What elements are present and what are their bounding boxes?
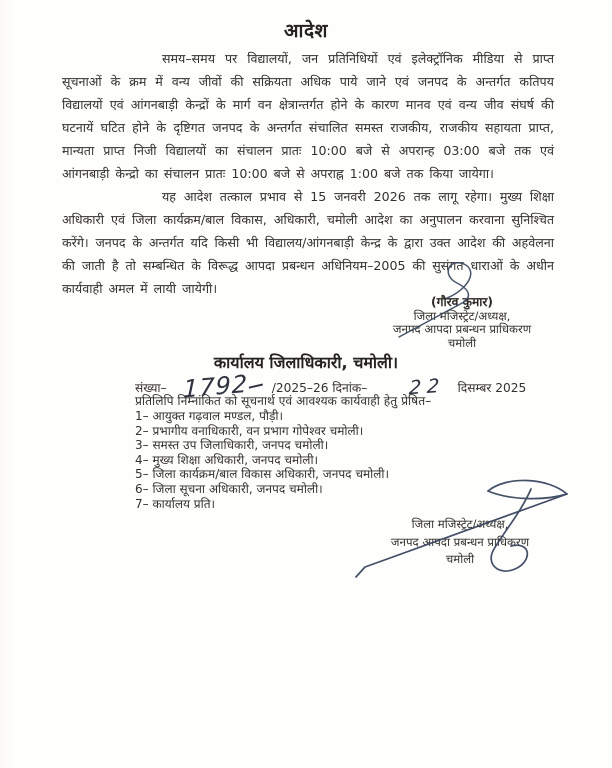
recipient-item: 5– जिला कार्यक्रम/बाल विकास अधिकारी, जनपद चमोली। — [135, 467, 390, 482]
ref-date-suffix: दिसम्बर 2025 — [457, 381, 527, 395]
signatory-authority: जनपद आपदा प्रबन्धन प्राधिकरण — [392, 322, 532, 337]
order-paragraph-1: समय–समय पर विद्यालयों, जन प्रतिनिधियों एवं इलेक्ट्रॉनिक मीडिया से प्राप्त सूचनाओं के क्रम में वन्य जीवों की सक्रियता अधिक पाये जाने एवं जनपद के अन्तर्गत कतिपय विद्यालयों एवं आंगनबाड़ी केन्द्रों के मार्ग वन क्षेत्रान्तर्गत होने के कारण मानव एवं वन्य जीव संघर्ष की घटनायें घटित होने के दृष्टिगत जनपद के अन्तर्गत संचालित समस्त राजकीय, राजकीय सहायता प्राप्त, मान्यता प्राप्त निजी विद्यालयों का संचालन प्रातः 10:00 बजे से अपरान्ह 03:00 बजे तक एवं आंगनबाड़ी केन्द्रो का संचालन प्रातः 10:00 बजे से अपराह्न 1:00 बजे तक किया जायेगा। — [62, 51, 554, 181]
order-body — [62, 47, 554, 300]
ref-date-label: दिनांक– — [332, 381, 368, 395]
recipient-item: 7– कार्यालय प्रति। — [135, 496, 216, 511]
order-title: आदेश — [284, 20, 328, 42]
copy-distribution-line: प्रतिलिपि निम्नांकित को सूचनार्थ एवं आवश्यक कार्यवाही हेतु प्रेषित– — [135, 394, 432, 408]
signatory-designation: जिला मजिस्ट्रेट/अध्यक्ष, — [411, 517, 509, 531]
signatory-designation: जिला मजिस्ट्रेट/अध्यक्ष, — [413, 308, 511, 323]
ref-number-suffix: /2025–26 — [271, 381, 329, 395]
signature-block-second — [350, 516, 570, 569]
order-paragraph-2: यह आदेश तत्काल प्रभाव से 15 जनवरी 2026 तक लागू रहेगा। मुख्य शिक्षा अधिकारी एवं जिला कार्यक्रम/बाल विकास, अधिकारी, चमोली आदेश का अनुपालन करवाना सुनिश्चित करेंगे। जनपद के अन्तर्गत यदि किसी भी विद्यालय/आंगनबाड़ी केन्द्र के द्वारा उक्त आदेश की अहवेलना की जाती है तो सम्बन्धित के विरूद्ध आपदा प्रबन्धन अधिनियम–2005 की सुसंगत धाराओं के अधीन कार्यवाही अमल में लायी जायेगी। — [62, 189, 554, 296]
recipient-item: 4– मुख्य शिक्षा अधिकारी, जनपद चमोली। — [135, 452, 319, 467]
recipient-item: 3– समस्त उप जिलाधिकारी, जनपद चमोली। — [135, 438, 329, 453]
recipient-item: 2– प्रभागीय वनाधिकारी, वन प्रभाग गोपेश्वर चमोली। — [135, 423, 364, 438]
signatory-place: चमोली — [445, 552, 475, 566]
recipient-item: 6– जिला सूचना अधिकारी, जनपद चमोली। — [135, 481, 323, 496]
ref-number-label: संख्या– — [135, 381, 167, 395]
signatory-name: (गौरव कुमार) — [431, 295, 493, 309]
handwritten-ref-date: 22 — [408, 374, 447, 400]
recipients-list — [135, 409, 535, 511]
signature-block-first — [358, 296, 566, 350]
signatory-place: चमोली — [447, 335, 477, 350]
office-heading: कार्यालय जिलाधिकारी, चमोली। — [213, 353, 399, 372]
handwritten-ref-number: 1792 — [183, 368, 262, 403]
recipient-item: 1– आयुक्त गढ़वाल मण्डल, पौड़ी। — [135, 409, 284, 423]
signatory-authority: जनपद आपदा प्रबन्धन प्राधिकरण — [390, 534, 530, 549]
